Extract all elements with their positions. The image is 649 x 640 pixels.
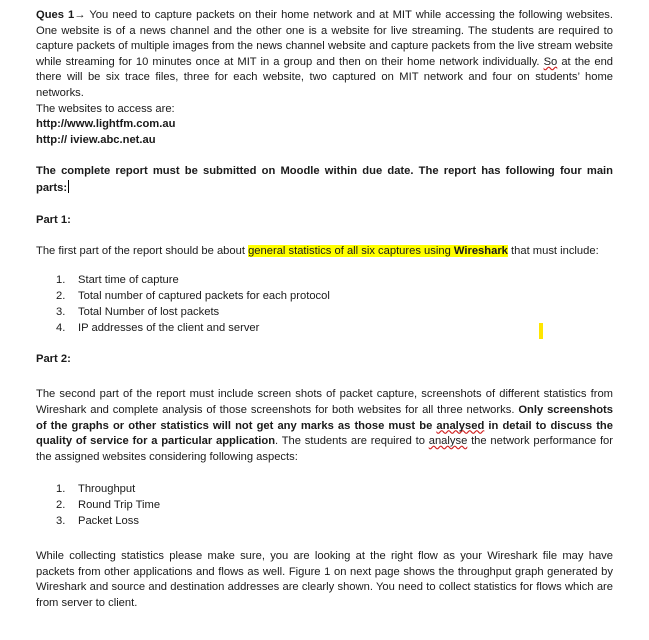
closing-paragraph: While collecting statistics please make sure, you are looking at the right flow as your Wireshark file may have packets from other applications and flows as well. Figure 1 on next page shows the throughput graph generated by Wireshark and source and destination addresses are clearly shown. You need to collect statistics for flows which are from server to client. — [36, 550, 613, 610]
list-text: Throughput — [78, 483, 136, 496]
list-text: IP addresses of the client and server — [78, 321, 260, 334]
list-item — [36, 497, 613, 513]
question-intro — [36, 8, 613, 102]
list-item — [36, 513, 613, 529]
list-number: 3. — [56, 305, 66, 318]
part1-heading: Part 1: — [36, 213, 71, 226]
list-number: 3. — [56, 515, 66, 528]
question-text-b: at the end there will be six trace files, three for each website, two captured on MIT network and four on students’ home networks. — [36, 55, 614, 99]
question-label: Ques 1 — [36, 9, 75, 21]
list-item — [36, 272, 613, 288]
list-number: 4. — [56, 321, 66, 334]
list-item — [36, 288, 613, 304]
list-text: Round Trip Time — [78, 499, 161, 512]
part1-highlight-bold: Wireshark — [453, 245, 508, 258]
list-text: Start time of capture — [78, 273, 179, 286]
list-number: 1. — [56, 483, 66, 496]
website-link-lightfm[interactable]: http://www.lightfm.com.au — [36, 118, 176, 131]
part2-paragraph — [36, 387, 613, 465]
list-number: 2. — [56, 289, 66, 302]
question-text-a: You need to capture packets on their home network and at MIT while accessing the following websites. One website is of a news channel and the other one is a website for live streaming. The students are required to capture packets of multiple images from the news channel website and capture packets from the live stream website while streaming for 10 minutes once at MIT in a group and then on their home network individually. — [36, 9, 614, 68]
websites-label: The websites to access are: — [36, 102, 175, 115]
part2-heading: Part 2: — [36, 352, 71, 365]
list-number: 1. — [56, 273, 66, 286]
spell-flag-analyse: analyse — [428, 435, 468, 448]
part2-bold-b: in detail to discuss the quality of service for a particular application — [36, 419, 613, 448]
text-caret — [68, 180, 69, 193]
part2-bold-a: Only screenshots of the graphs or other statistics will not get any marks as those must be — [36, 403, 613, 432]
part1-highlight — [248, 245, 508, 257]
highlight-cursor-marker — [539, 323, 543, 339]
list-item — [36, 304, 613, 320]
part1-list — [36, 272, 613, 336]
list-text: Total number of captured packets for each protocol — [78, 289, 330, 302]
part1-intro-after: that must include: — [507, 245, 599, 258]
submission-text: The complete report must be submitted on Moodle within due date. The report has following four main parts: — [36, 165, 613, 194]
submission-note — [36, 164, 613, 196]
list-item — [36, 481, 613, 497]
spell-flag-so: So — [543, 55, 558, 68]
website-link-iview[interactable]: http:// iview.abc.net.au — [36, 133, 156, 146]
part2-text-c: the network performance for the assigned websites considering following aspects: — [36, 435, 613, 463]
list-text: Packet Loss — [78, 515, 139, 528]
document-page — [36, 8, 613, 612]
list-item — [36, 320, 613, 336]
list-text: Total Number of lost packets — [78, 305, 220, 318]
arrow-icon: → — [74, 9, 86, 21]
part1-highlight-text: general statistics of all six captures using — [248, 245, 454, 258]
part2-text-b: . The students are required to — [275, 435, 429, 448]
part1-intro — [36, 244, 613, 260]
list-number: 2. — [56, 499, 66, 512]
part1-intro-before: The first part of the report should be about — [36, 245, 249, 258]
part2-list — [36, 481, 613, 529]
part2-text-a: The second part of the report must include screen shots of packet capture, screenshots of different statistics from Wireshark and complete analysis of those screenshots for both websites for all three networks. — [36, 388, 613, 416]
spell-flag-analysed: analysed — [436, 419, 485, 432]
